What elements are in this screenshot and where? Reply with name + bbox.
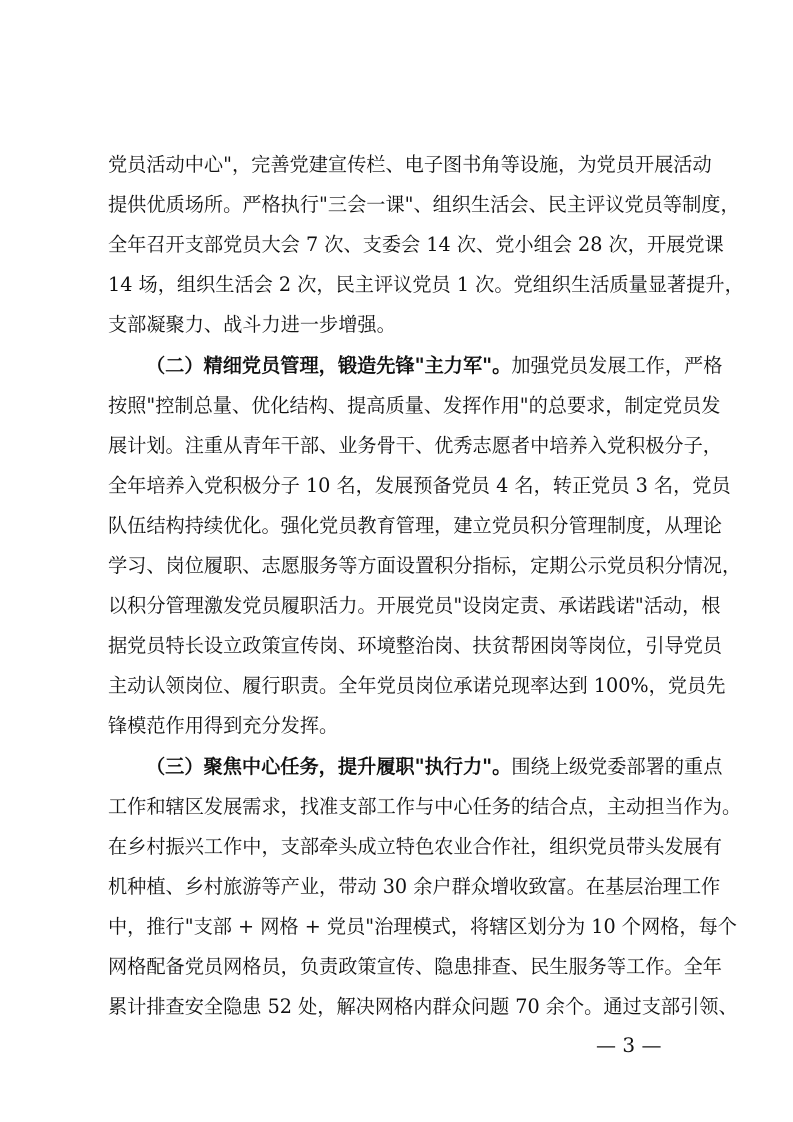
paragraph-line: 队伍结构持续优化。强化党员教育管理，建立党员积分管理制度，从理论 — [108, 514, 722, 537]
paragraph-line: 14 场，组织生活会 2 次，民主评议党员 1 次。党组织生活质量显著提升， — [108, 273, 744, 296]
paragraph-line: 中，推行"支部 + 网格 + 党员"治理模式，将辖区划分为 10 个网格，每个 — [108, 915, 737, 938]
paragraph-line: 在乡村振兴工作中，支部牵头成立特色农业合作社，组织党员带头发展有 — [108, 835, 722, 858]
paragraph-line: 锋模范作用得到充分发挥。 — [108, 714, 339, 737]
paragraph-line: 工作和辖区发展需求，找准支部工作与中心任务的结合点，主动担当作为。 — [108, 795, 742, 818]
paragraph-line: 累计排查安全隐患 52 处，解决网格内群众问题 70 余个。通过支部引领、 — [108, 995, 738, 1018]
paragraph-line: 党员活动中心"，完善党建宣传栏、电子图书角等设施，为党员开展活动 — [108, 153, 712, 176]
section-heading-line — [146, 346, 723, 386]
paragraph-line: 支部凝聚力、战斗力进一步增强。 — [108, 313, 396, 336]
paragraph-line: 据党员特长设立政策宣传岗、环境整治岗、扶贫帮困岗等岗位，引导党员 — [108, 634, 722, 657]
paragraph-line: 展计划。注重从青年干部、业务骨干、优秀志愿者中培养入党积极分子， — [108, 434, 722, 457]
paragraph-line: 以积分管理激发党员履职活力。开展党员"设岗定责、承诺践诺"活动，根 — [108, 594, 721, 617]
paragraph-text: 围绕上级党委部署的重点 — [511, 755, 723, 778]
paragraph-line: 学习、岗位履职、志愿服务等方面设置积分指标，定期公示党员积分情况， — [108, 554, 742, 577]
paragraph-line: 全年召开支部党员大会 7 次、支委会 14 次、党小组会 28 次，开展党课 — [108, 233, 724, 256]
section-heading-line — [146, 747, 723, 787]
page-number: — 3 — — [596, 1033, 662, 1057]
paragraph-line: 按照"控制总量、优化结构、提高质量、发挥作用"的总要求，制定党员发 — [108, 394, 721, 417]
paragraph-line: 主动认领岗位、履行职责。全年党员岗位承诺兑现率达到 100%，党员先 — [108, 674, 726, 697]
paragraph-text: 加强党员发展工作，严格 — [511, 354, 723, 377]
paragraph-line: 全年培养入党积极分子 10 名，发展预备党员 4 名，转正党员 3 名，党员 — [108, 474, 731, 497]
paragraph-line: 网格配备党员网格员，负责政策宣传、隐患排查、民生服务等工作。全年 — [108, 955, 722, 978]
paragraph-line: 机种植、乡村旅游等产业，带动 30 余户群众增收致富。在基层治理工作 — [108, 875, 721, 898]
paragraph-line: 提供优质场所。严格执行"三会一课"、组织生活会、民主评议党员等制度， — [108, 193, 740, 216]
section-heading-2: （二）精细党员管理，锻造先锋"主力军"。 — [146, 354, 512, 377]
section-heading-3: （三）聚焦中心任务，提升履职"执行力"。 — [146, 755, 512, 778]
